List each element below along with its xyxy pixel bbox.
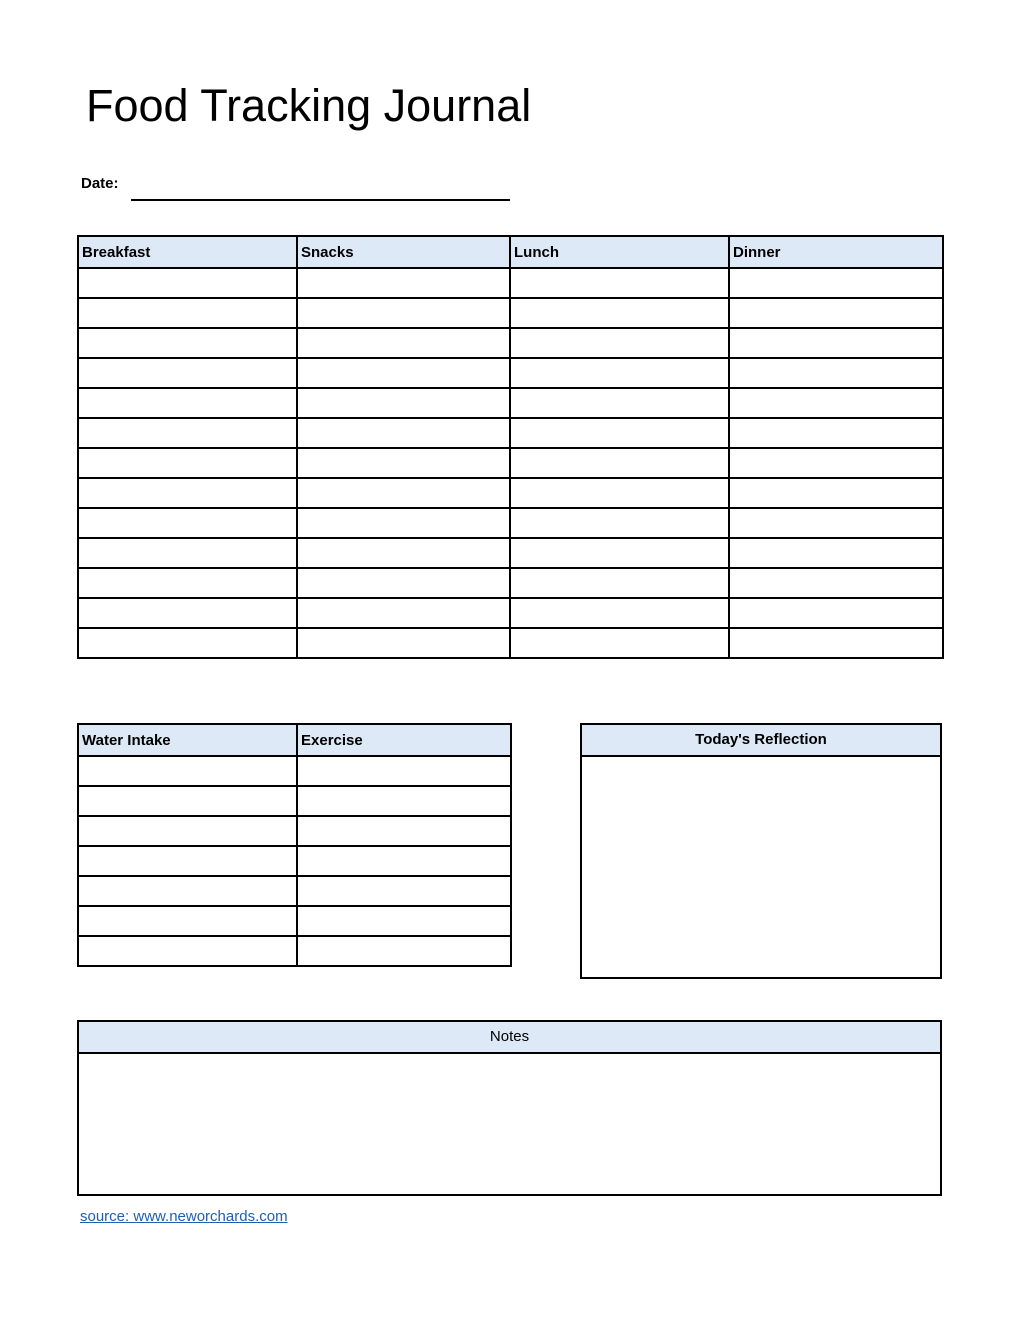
- tracker-header-row: [78, 724, 511, 756]
- meal-entry-row: [78, 628, 943, 658]
- meal-entry-row: [78, 568, 943, 598]
- meals-table: [77, 235, 944, 659]
- tracker-entry-cell[interactable]: [297, 906, 511, 936]
- meal-entry-cell[interactable]: [510, 418, 729, 448]
- tracker-entry-cell[interactable]: [78, 936, 297, 966]
- meal-entry-cell[interactable]: [297, 598, 510, 628]
- dinner-header: Dinner: [729, 236, 943, 268]
- meal-entry-cell[interactable]: [510, 538, 729, 568]
- notes-area[interactable]: [79, 1054, 940, 1192]
- meal-entry-cell[interactable]: [297, 448, 510, 478]
- meals-body: [78, 268, 943, 658]
- meal-entry-row: [78, 298, 943, 328]
- meal-entry-cell[interactable]: [729, 448, 943, 478]
- meal-entry-cell[interactable]: [297, 508, 510, 538]
- lunch-header: Lunch: [510, 236, 729, 268]
- meal-entry-row: [78, 478, 943, 508]
- meal-entry-cell[interactable]: [510, 268, 729, 298]
- meal-entry-cell[interactable]: [729, 328, 943, 358]
- tracker-entry-row: [78, 756, 511, 786]
- meal-entry-cell[interactable]: [729, 568, 943, 598]
- notes-header: Notes: [79, 1022, 940, 1054]
- meal-entry-cell[interactable]: [78, 298, 297, 328]
- meal-entry-row: [78, 538, 943, 568]
- meal-entry-cell[interactable]: [729, 358, 943, 388]
- meal-entry-cell[interactable]: [297, 418, 510, 448]
- meal-entry-cell[interactable]: [510, 298, 729, 328]
- meal-entry-cell[interactable]: [510, 358, 729, 388]
- tracker-entry-cell[interactable]: [78, 906, 297, 936]
- breakfast-header: Breakfast: [78, 236, 297, 268]
- reflection-header: Today's Reflection: [582, 725, 940, 757]
- meal-entry-cell[interactable]: [729, 538, 943, 568]
- meal-entry-cell[interactable]: [78, 538, 297, 568]
- meal-entry-cell[interactable]: [78, 418, 297, 448]
- tracker-entry-cell[interactable]: [78, 846, 297, 876]
- meal-entry-cell[interactable]: [78, 388, 297, 418]
- meal-entry-row: [78, 418, 943, 448]
- meal-entry-cell[interactable]: [729, 508, 943, 538]
- meal-entry-row: [78, 358, 943, 388]
- tracker-entry-cell[interactable]: [78, 786, 297, 816]
- meal-entry-cell[interactable]: [510, 448, 729, 478]
- meal-entry-cell[interactable]: [729, 268, 943, 298]
- reflection-box: [580, 723, 942, 979]
- meal-entry-cell[interactable]: [78, 448, 297, 478]
- meal-entry-row: [78, 268, 943, 298]
- meal-entry-cell[interactable]: [510, 388, 729, 418]
- meal-entry-cell[interactable]: [510, 628, 729, 658]
- meal-entry-cell[interactable]: [78, 328, 297, 358]
- meal-entry-cell[interactable]: [297, 328, 510, 358]
- tracker-entry-cell[interactable]: [297, 816, 511, 846]
- exercise-header: Exercise: [297, 724, 511, 756]
- meal-entry-cell[interactable]: [78, 628, 297, 658]
- meal-entry-row: [78, 328, 943, 358]
- meal-entry-cell[interactable]: [297, 298, 510, 328]
- tracker-entry-row: [78, 846, 511, 876]
- meal-entry-cell[interactable]: [78, 358, 297, 388]
- meal-entry-cell[interactable]: [510, 328, 729, 358]
- meal-entry-cell[interactable]: [78, 508, 297, 538]
- meal-entry-row: [78, 508, 943, 538]
- meal-entry-cell[interactable]: [510, 478, 729, 508]
- meal-entry-cell[interactable]: [729, 628, 943, 658]
- water-exercise-table: [77, 723, 512, 967]
- tracker-entry-cell[interactable]: [78, 876, 297, 906]
- reflection-area[interactable]: [582, 757, 940, 975]
- meal-entry-cell[interactable]: [78, 568, 297, 598]
- tracker-entry-row: [78, 876, 511, 906]
- meal-entry-cell[interactable]: [297, 538, 510, 568]
- meal-entry-cell[interactable]: [297, 358, 510, 388]
- meals-header-row: [78, 236, 943, 268]
- tracker-entry-cell[interactable]: [78, 756, 297, 786]
- water-intake-header: Water Intake: [78, 724, 297, 756]
- meal-entry-cell[interactable]: [297, 568, 510, 598]
- tracker-entry-row: [78, 816, 511, 846]
- meal-entry-row: [78, 448, 943, 478]
- meal-entry-cell[interactable]: [729, 598, 943, 628]
- date-label: Date:: [81, 175, 119, 192]
- date-entry-line[interactable]: [131, 199, 510, 201]
- meal-entry-cell[interactable]: [510, 598, 729, 628]
- tracker-entry-cell[interactable]: [297, 846, 511, 876]
- tracker-entry-row: [78, 936, 511, 966]
- meal-entry-cell[interactable]: [297, 268, 510, 298]
- tracker-entry-row: [78, 786, 511, 816]
- meal-entry-cell[interactable]: [729, 418, 943, 448]
- meal-entry-row: [78, 598, 943, 628]
- tracker-entry-cell[interactable]: [297, 786, 511, 816]
- snacks-header: Snacks: [297, 236, 510, 268]
- meal-entry-cell[interactable]: [729, 298, 943, 328]
- source-link[interactable]: source: www.neworchards.com: [80, 1208, 288, 1225]
- meal-entry-cell[interactable]: [78, 268, 297, 298]
- tracker-entry-cell[interactable]: [297, 936, 511, 966]
- meal-entry-cell[interactable]: [729, 388, 943, 418]
- page-title: Food Tracking Journal: [86, 80, 532, 131]
- tracker-entry-cell[interactable]: [78, 816, 297, 846]
- meal-entry-cell[interactable]: [510, 508, 729, 538]
- meal-entry-cell[interactable]: [297, 628, 510, 658]
- meal-entry-cell[interactable]: [729, 478, 943, 508]
- meal-entry-cell[interactable]: [78, 598, 297, 628]
- notes-box: [77, 1020, 942, 1196]
- tracker-entry-cell[interactable]: [297, 756, 511, 786]
- tracker-entry-cell[interactable]: [297, 876, 511, 906]
- meal-entry-row: [78, 388, 943, 418]
- tracker-body: [78, 756, 511, 966]
- meal-entry-cell[interactable]: [510, 568, 729, 598]
- meal-entry-cell[interactable]: [297, 388, 510, 418]
- meal-entry-cell[interactable]: [297, 478, 510, 508]
- meal-entry-cell[interactable]: [78, 478, 297, 508]
- tracker-entry-row: [78, 906, 511, 936]
